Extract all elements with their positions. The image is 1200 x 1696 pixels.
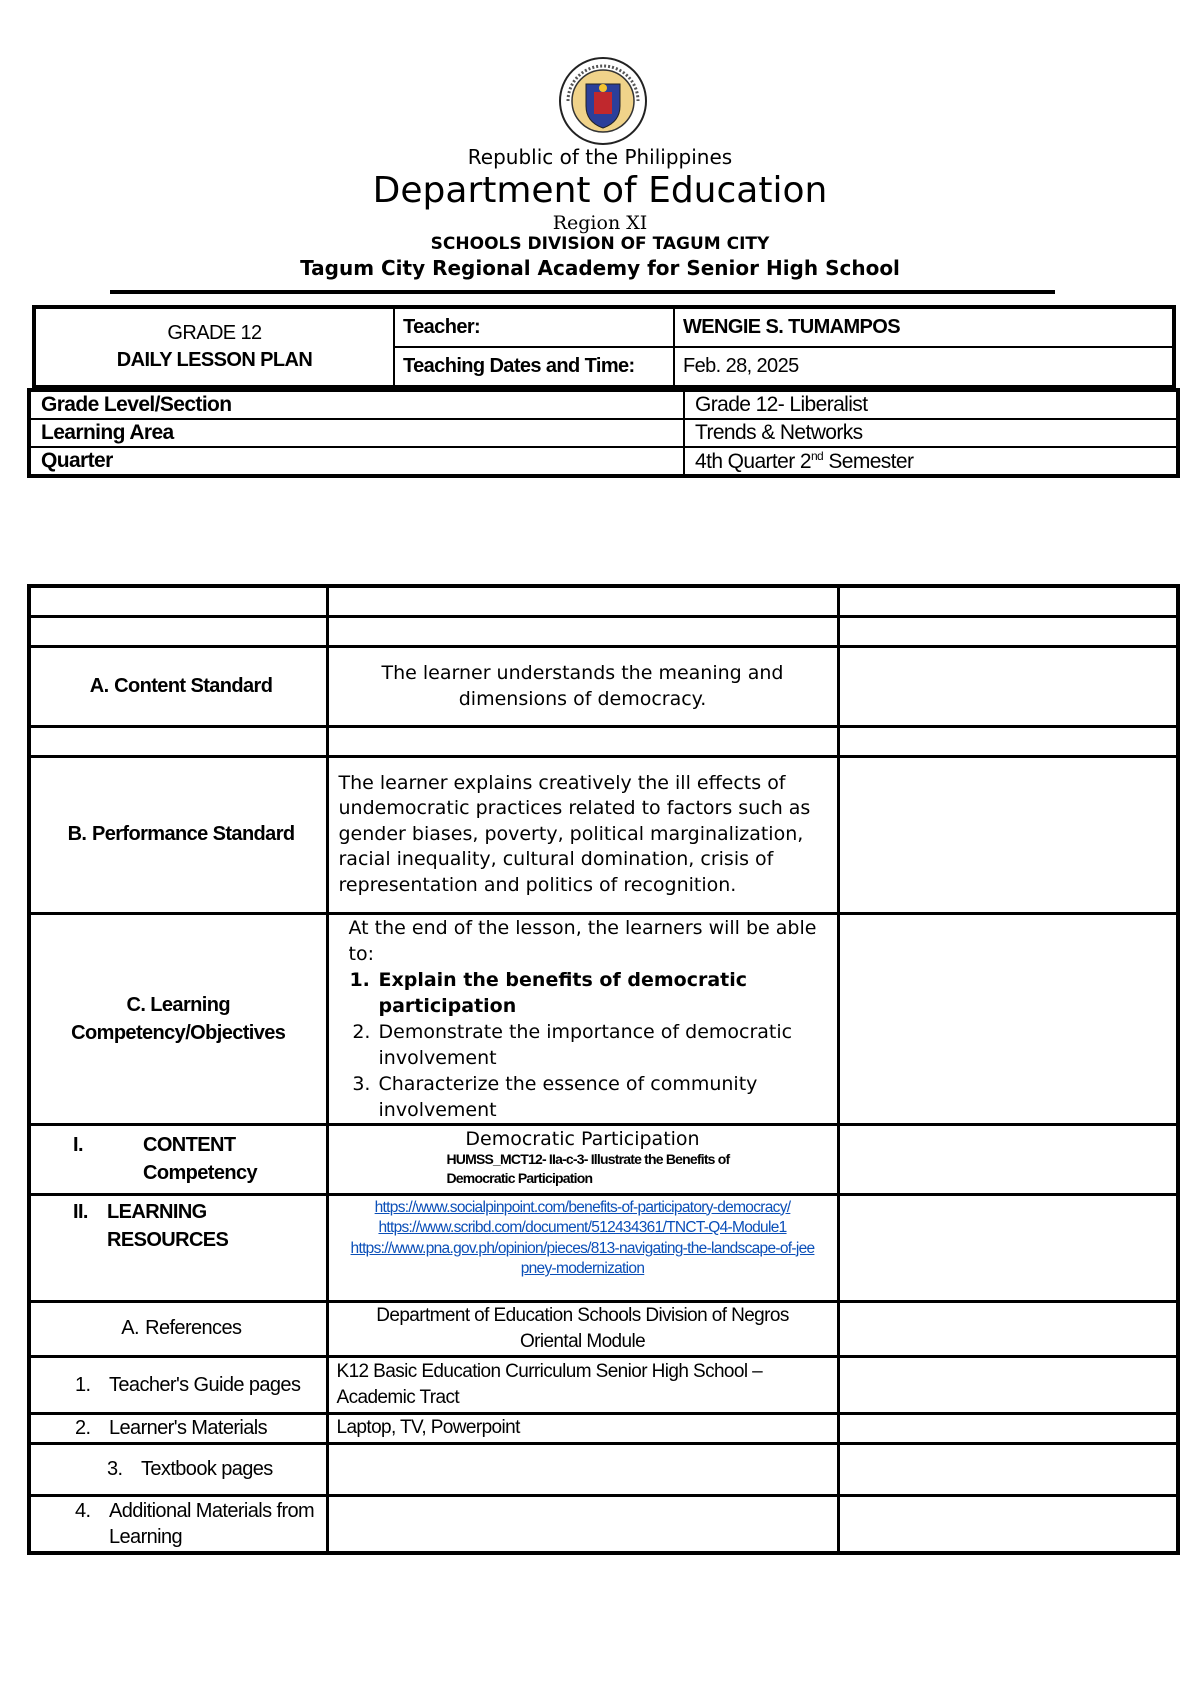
content-standard-label-cell (29, 646, 327, 726)
competency-label-cell (29, 913, 327, 1124)
learning-area-value: Trends & Networks (684, 419, 1178, 447)
resource-link[interactable]: https://www.pna.gov.ph/opinion/pieces/813-navigating-the-landscape-of-jeepney-modernization (350, 1239, 815, 1277)
textbook-label: Textbook pages (141, 1457, 273, 1480)
empty-cell (29, 616, 327, 646)
textbook-number: 3. (107, 1457, 123, 1480)
empty-cell (838, 616, 1178, 646)
empty-cell (327, 616, 838, 646)
quarter-value-sup: nd (810, 448, 824, 463)
references-letter: A. (121, 1317, 139, 1339)
content-value-cell (327, 1124, 838, 1194)
empty-cell (838, 1443, 1178, 1495)
content-row (29, 1124, 1178, 1194)
performance-standard-value: The learner explains creatively the ill effects of undemocratic practices related to factors such as gender biases, poverty, political marginalization, racial inequality, cultural domination, crisis of representation and politics of recognition. (327, 756, 838, 913)
content-standard-value: The learner understands the meaning and dimensions of democracy. (327, 646, 838, 726)
content-numeral: I. (73, 1134, 83, 1156)
resources-links-cell (327, 1194, 838, 1301)
competency-row (29, 913, 1178, 1124)
competency-label-line2: Competency/Objectives (71, 1021, 286, 1044)
learners-materials-label: Learner's Materials (109, 1416, 268, 1439)
empty-cell (327, 586, 838, 616)
objectives-list (349, 967, 827, 1123)
empty-cell (327, 1495, 838, 1553)
content-label-line1: CONTENT (143, 1134, 236, 1156)
empty-cell (327, 726, 838, 756)
performance-standard-letter: B. (67, 823, 87, 845)
teachers-guide-value: K12 Basic Education Curriculum Senior High School – Academic Tract (327, 1356, 838, 1413)
dates-value: Feb. 28, 2025 (674, 347, 1174, 387)
empty-cell (838, 913, 1178, 1124)
school-name: Tagum City Regional Academy for Senior High School (300, 256, 900, 280)
content-standard-row (29, 646, 1178, 726)
textbook-label-cell (29, 1443, 327, 1495)
grade-title: GRADE 12 (167, 322, 262, 344)
grade-section-value: Grade 12- Liberalist (684, 390, 1178, 419)
additional-label: Additional Materials from Learning (109, 1499, 315, 1548)
empty-cell (838, 1301, 1178, 1356)
class-info-table (27, 388, 1180, 478)
references-value: Department of Education Schools Division of Negros Oriental Module (327, 1301, 838, 1356)
resources-label-line1: LEARNING (107, 1200, 207, 1223)
resources-label-cell (29, 1194, 327, 1301)
resource-link[interactable]: https://www.scribd.com/document/512434361/TNCT-Q4-Module1 (378, 1219, 787, 1236)
performance-standard-label-cell (29, 756, 327, 913)
learners-materials-number: 2. (75, 1416, 91, 1439)
learners-materials-row (29, 1413, 1178, 1443)
textbook-row (29, 1443, 1178, 1495)
empty-cell (838, 1356, 1178, 1413)
empty-cell (838, 1124, 1178, 1194)
teachers-guide-row (29, 1356, 1178, 1413)
additional-number: 4. (75, 1499, 91, 1522)
plan-title: DAILY LESSON PLAN (116, 349, 313, 371)
region-line: Region XI (552, 212, 648, 234)
empty-cell (838, 1495, 1178, 1553)
empty-cell (838, 756, 1178, 913)
additional-materials-row (29, 1495, 1178, 1553)
division-line: SCHOOLS DIVISION OF TAGUM CITY (430, 234, 770, 254)
learning-area-label: Learning Area (29, 419, 684, 447)
references-label-cell (29, 1301, 327, 1356)
plan-title-cell (34, 307, 394, 387)
content-standard-label: Content Standard (114, 674, 273, 697)
department-title: Department of Education (372, 170, 828, 211)
teacher-label: Teacher: (394, 307, 674, 347)
competency-intro: At the end of the lesson, the learners will be able to: (348, 916, 817, 965)
quarter-value (684, 447, 1178, 476)
resources-numeral: II. (73, 1200, 88, 1223)
teachers-guide-number: 1. (75, 1373, 91, 1396)
grade-section-label: Grade Level/Section (29, 390, 684, 419)
content-label-line2: Competency (143, 1162, 258, 1184)
references-row (29, 1301, 1178, 1356)
teachers-guide-label-cell (29, 1356, 327, 1413)
competency-label-line1: C. Learning (126, 993, 230, 1016)
learners-materials-value: Laptop, TV, Powerpoint (327, 1413, 838, 1443)
empty-cell (838, 726, 1178, 756)
resource-link[interactable]: https://www.socialpinpoint.com/benefits-of-participatory-democracy/ (374, 1198, 791, 1216)
content-title: Democratic Participation (465, 1127, 700, 1150)
empty-cell (29, 586, 327, 616)
empty-cell (838, 1413, 1178, 1443)
lesson-info-table (32, 305, 1176, 389)
republic-line: Republic of the Philippines (467, 145, 733, 169)
performance-standard-row (29, 756, 1178, 913)
content-standard-letter: A. (89, 674, 109, 697)
learners-materials-label-cell (29, 1413, 327, 1443)
teacher-value: WENGIE S. TUMAMPOS (674, 307, 1174, 347)
references-label: References (145, 1317, 242, 1339)
content-label-cell (29, 1124, 327, 1194)
quarter-value-tail: Semester (823, 449, 914, 473)
quarter-value-main: 4th Quarter 2 (695, 449, 811, 473)
objective-item: 3. Characterize the essence of community involvement (377, 1071, 827, 1123)
competency-value-cell (327, 913, 838, 1124)
additional-label-cell (29, 1495, 327, 1553)
competency-code: HUMSS_MCT12- IIa-c-3- Illustrate the Benefits of Democratic Participation (446, 1150, 730, 1186)
performance-standard-label: Performance Standard (91, 823, 295, 845)
learning-resources-row (29, 1194, 1178, 1301)
objective-item: 1. Explain the benefits of democratic participation (377, 967, 827, 1019)
empty-cell (838, 586, 1178, 616)
empty-cell (838, 646, 1178, 726)
empty-cell (838, 1194, 1178, 1301)
lesson-plan-table (27, 584, 1180, 1555)
empty-cell (327, 1443, 838, 1495)
resources-label-line2: RESOURCES (107, 1228, 229, 1251)
header-divider (110, 290, 1055, 294)
dates-label: Teaching Dates and Time: (394, 347, 674, 387)
deped-seal-logo (558, 56, 648, 146)
objective-item: 2. Demonstrate the importance of democratic involvement (377, 1019, 827, 1071)
quarter-label: Quarter (29, 447, 684, 476)
empty-cell (29, 726, 327, 756)
teachers-guide-label: Teacher's Guide pages (109, 1373, 301, 1396)
